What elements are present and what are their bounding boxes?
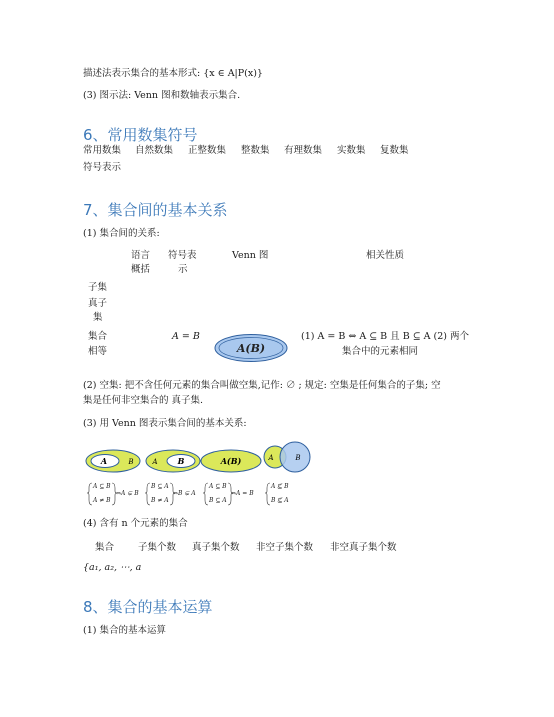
venn-caption: B ⊆ A — [209, 497, 227, 504]
row-proper-subset: 真子 — [88, 298, 108, 309]
graphic-method-line: (3) 图示法: Venn 图和数轴表示集合. — [83, 90, 241, 101]
equal-property: 集合中的元素相同 — [342, 346, 419, 357]
numset-label: 常用数集 — [83, 145, 122, 156]
row-equal: 相等 — [88, 346, 108, 357]
subset-count-header: 非空真子集个数 — [330, 542, 397, 553]
venn-caption: A ⊆ B — [93, 483, 111, 490]
venn-caption: A ⊈ B — [271, 483, 289, 490]
venn-label: B — [295, 454, 301, 462]
venn-caption: A ≠ B — [93, 497, 111, 504]
numset-label: 整数集 — [241, 145, 270, 156]
header-property: 相关性质 — [366, 250, 405, 261]
header-language: 语言 — [131, 250, 151, 261]
set-elements: {a₁, a₂, ⋯, a — [83, 562, 142, 573]
venn-label: A(B) — [220, 456, 242, 466]
numset-label: 复数集 — [380, 145, 409, 156]
header-language: 概括 — [131, 264, 151, 275]
header-venn: Venn 图 — [232, 250, 269, 261]
subset-count-header: 子集个数 — [138, 542, 177, 553]
numset-label: 正整数集 — [188, 145, 227, 156]
venn-label: A — [268, 454, 274, 462]
section-7-title: 7、集合间的基本关系 — [83, 201, 228, 219]
venn-caption: ⇔A = B — [231, 490, 254, 497]
numset-label: 自然数集 — [135, 145, 174, 156]
empty-set-line: 集是任何非空集合的 真子集. — [83, 395, 204, 406]
row-subset: 子集 — [88, 282, 108, 293]
venn-caption-brackets — [85, 480, 285, 510]
basic-operations-intro: (1) 集合的基本运算 — [83, 625, 166, 636]
venn-relations-figure — [83, 440, 323, 480]
venn-caption: B ⊆ A — [151, 483, 169, 490]
venn-caption: B ⊈ A — [271, 497, 289, 504]
subset-count-header: 非空子集个数 — [256, 542, 314, 553]
row-equal: 集合 — [88, 331, 108, 342]
symbol-row-label: 符号表示 — [83, 162, 122, 173]
venn-label: A — [100, 456, 108, 466]
venn-caption: A ⊆ B — [209, 483, 227, 490]
venn-label: A — [152, 458, 158, 466]
equal-venn-diagram — [213, 333, 289, 363]
row-proper-subset: 集 — [93, 312, 103, 323]
venn-label: B — [128, 458, 134, 466]
header-symbol: 符号表 — [168, 250, 197, 261]
venn-label: B — [177, 456, 185, 466]
numset-label: 实数集 — [337, 145, 366, 156]
equal-symbol: A = B — [172, 331, 200, 342]
desc-form-line: 描述法表示集合的基本形式: {x ∈ A|P(x)} — [83, 68, 263, 79]
equal-property: (1) A = B ⇔ A ⊆ B 且 B ⊆ A (2) 两个 — [301, 331, 470, 342]
subset-count-header: 集合 — [95, 542, 115, 553]
venn-intro: (3) 用 Venn 图表示集合间的基本关系: — [83, 418, 247, 429]
venn-caption: B ≠ A — [151, 497, 169, 504]
header-symbol: 示 — [178, 264, 188, 275]
section-6-title: 6、常用数集符号 — [83, 126, 198, 144]
venn-caption: ⇔A ⊊ B — [116, 490, 139, 497]
n-elements-intro: (4) 含有 n 个元素的集合 — [83, 518, 188, 529]
venn-label: A(B) — [236, 342, 266, 355]
relations-intro: (1) 集合间的关系: — [83, 228, 160, 239]
empty-set-line: (2) 空集: 把不含任何元素的集合叫做空集,记作: ∅ ; 规定: 空集是任何集合的子集; 空 — [83, 380, 441, 391]
numset-label: 有理数集 — [284, 145, 323, 156]
section-8-title: 8、集合的基本运算 — [83, 598, 213, 616]
venn-caption: ⇔B ⊊ A — [173, 490, 196, 497]
subset-count-header: 真子集个数 — [192, 542, 240, 553]
